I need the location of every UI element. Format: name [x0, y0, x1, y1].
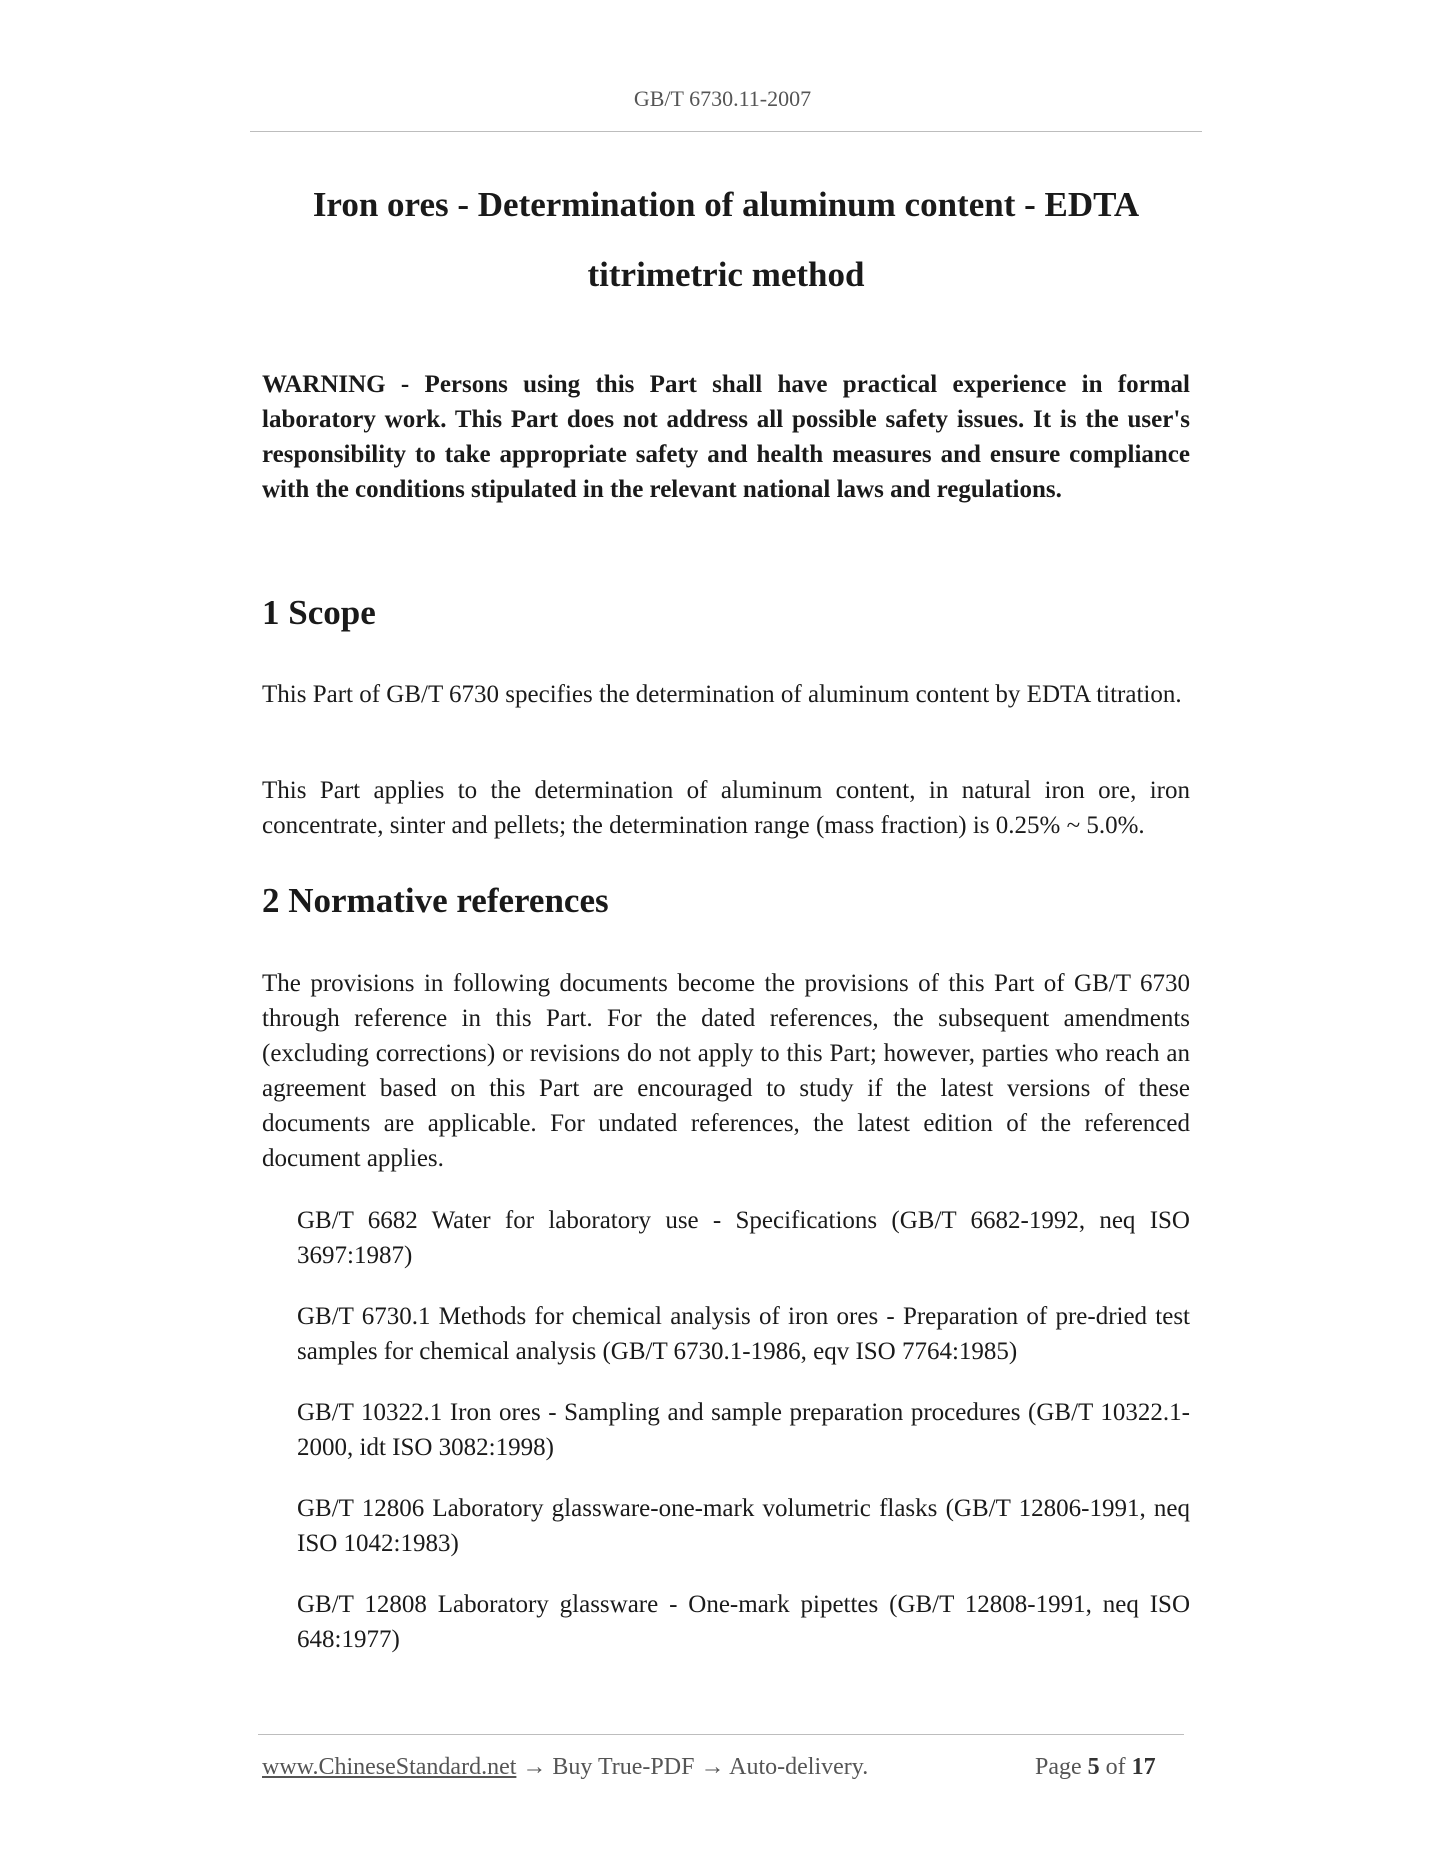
- document-title: [262, 170, 1190, 310]
- header-divider: [250, 131, 1202, 132]
- warning-paragraph: WARNING - Persons using this Part shall have practical experience in formal laboratory work. This Part does not address all possible safety issues. It is the user's responsibility to take appropriate safety and health measures and ensure compliance with the conditions stipulated in the relevant national laws and regulations.: [262, 371, 1190, 503]
- page-number: [1035, 1754, 1156, 1781]
- scope-paragraph-2: This Part applies to the determination of aluminum content, in natural iron ore, iron concentrate, sinter and pellets; the determination range (mass fraction) is 0.25% ~ 5.0%.: [262, 777, 1190, 839]
- footer-divider: [258, 1734, 1184, 1735]
- reference-item: GB/T 12806 Laboratory glassware-one-mark volumetric flasks (GB/T 12806-1991, neq ISO 1042:1983): [297, 1495, 1190, 1557]
- reference-list: [297, 1203, 1190, 1683]
- buy-true-pdf-text: Buy True-PDF: [552, 1754, 695, 1780]
- reference-item: GB/T 12808 Laboratory glassware - One-mark pipettes (GB/T 12808-1991, neq ISO 648:1977): [297, 1591, 1190, 1653]
- normative-intro-paragraph: The provisions in following documents become the provisions of this Part of GB/T 6730 through reference in this Part. For the dated references, the subsequent amendments (excluding corrections) or revisions do not apply to this Part; however, parties who reach an agreement based on this Part are encouraged to study if the latest versions of these documents are applicable. For undated references, the latest edition of the referenced document applies.: [262, 970, 1190, 1172]
- section-heading-normative-references: 2 Normative references: [262, 881, 609, 920]
- footer-links: [262, 1754, 868, 1781]
- title-line-1: Iron ores - Determination of aluminum content - EDTA: [312, 185, 1140, 224]
- scope-paragraph-1: This Part of GB/T 6730 specifies the determination of aluminum content by EDTA titration.: [262, 681, 1182, 708]
- page-total: 17: [1131, 1754, 1156, 1780]
- auto-delivery-text: Auto-delivery.: [729, 1754, 869, 1780]
- page-of-label: of: [1105, 1754, 1126, 1780]
- arrow-right-icon: →: [700, 1754, 725, 1780]
- reference-item: GB/T 6730.1 Methods for chemical analysis of iron ores - Preparation of pre-dried test samples for chemical analysis (GB/T 6730.1-1986, eqv ISO 7764:1985): [297, 1303, 1190, 1365]
- page-label: Page: [1035, 1754, 1082, 1780]
- page-current: 5: [1087, 1754, 1100, 1780]
- reference-item: GB/T 10322.1 Iron ores - Sampling and sample preparation procedures (GB/T 10322.1-2000, idt ISO 3082:1998): [297, 1399, 1190, 1461]
- website-link[interactable]: www.ChineseStandard.net: [262, 1754, 517, 1780]
- title-line-2: titrimetric method: [587, 255, 865, 294]
- reference-item: GB/T 6682 Water for laboratory use - Specifications (GB/T 6682-1992, neq ISO 3697:1987): [297, 1207, 1190, 1269]
- arrow-right-icon: →: [522, 1754, 547, 1780]
- document-id-header: GB/T 6730.11-2007: [633, 86, 812, 111]
- section-heading-scope: 1 Scope: [262, 593, 376, 632]
